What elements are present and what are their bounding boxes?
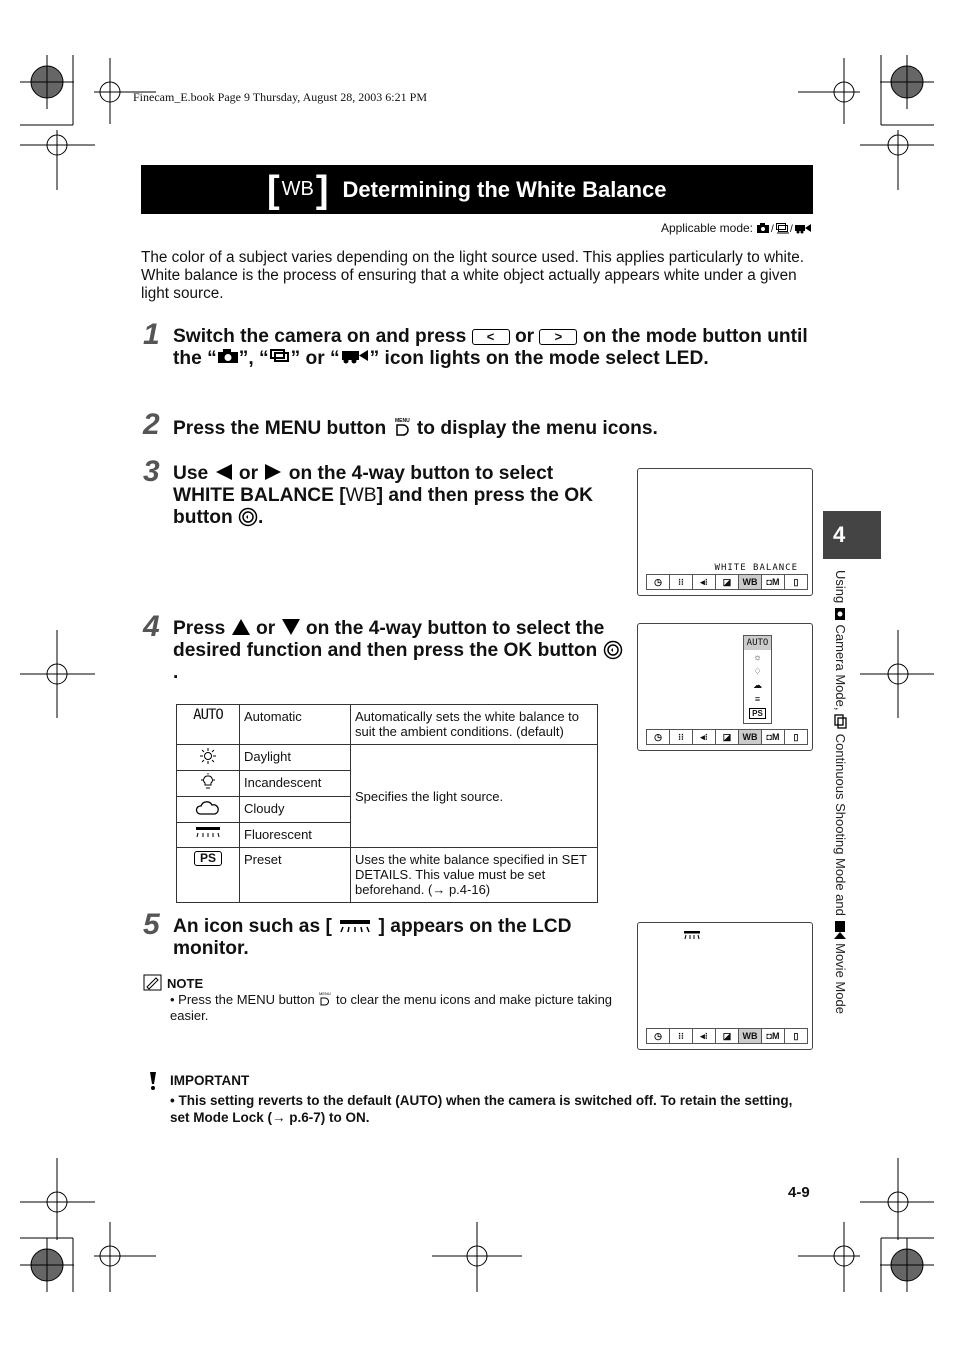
camera-icon bbox=[833, 607, 847, 621]
step-number: 5 bbox=[143, 908, 160, 941]
right-arrow-icon bbox=[263, 463, 283, 481]
movie-icon bbox=[833, 920, 847, 940]
preset-icon: PS bbox=[194, 851, 222, 866]
step-1: Switch the camera on and press < or > on the mode button until the “ ”, “ ” or “ ” icon lights on the mode select LED. bbox=[173, 326, 808, 369]
camera-icon bbox=[757, 223, 769, 233]
chapter-tab: 4 bbox=[823, 511, 881, 559]
section-title-bar: [ WB ] Determining the White Balance bbox=[141, 165, 813, 214]
fluorescent-icon bbox=[194, 825, 222, 839]
step-3: Use or on the 4-way button to select WHITE BALANCE [WB] and then press the OK button . bbox=[173, 463, 594, 528]
flash-icon: ◂⁝ bbox=[693, 575, 716, 589]
fluorescent-icon: ≡ bbox=[754, 694, 761, 704]
svg-text:/: / bbox=[790, 224, 793, 234]
exposure-icon: ◪ bbox=[716, 1029, 739, 1043]
print-header: Finecam_E.book Page 9 Thursday, August 28, 2003 6:21 PM bbox=[133, 90, 427, 104]
left-button-key: < bbox=[472, 329, 510, 345]
mode-lock-icon: ◘M bbox=[762, 730, 785, 744]
quality-icon: ⁝⁝ bbox=[670, 575, 693, 589]
movie-icon bbox=[795, 224, 811, 234]
wb-icon: WB bbox=[345, 485, 377, 506]
battery-icon: ▯ bbox=[793, 577, 799, 587]
white-balance-table bbox=[176, 704, 598, 903]
battery-icon: ▯ bbox=[793, 1031, 799, 1041]
battery-icon: ▯ bbox=[793, 732, 799, 742]
self-timer-icon: ◷ bbox=[647, 575, 670, 589]
self-timer-icon: ◷ bbox=[647, 730, 670, 744]
lcd-menu-label: WHITE BALANCE bbox=[714, 563, 798, 573]
fluorescent-icon bbox=[683, 930, 701, 940]
preset-icon: PS bbox=[744, 706, 771, 721]
page-number: 4-9 bbox=[788, 1184, 810, 1201]
lcd-screen-monitor bbox=[637, 922, 813, 1050]
step-number: 2 bbox=[143, 408, 160, 441]
step-number: 4 bbox=[143, 610, 160, 643]
flash-icon: ◂⁝ bbox=[693, 730, 716, 744]
cloudy-icon: ☁ bbox=[753, 680, 762, 690]
important-title: IMPORTANT bbox=[170, 1073, 250, 1088]
right-button-key: > bbox=[539, 329, 577, 345]
camera-icon bbox=[217, 348, 239, 364]
ok-button-icon bbox=[238, 507, 258, 527]
svg-text:MENU: MENU bbox=[394, 418, 410, 424]
note-icon bbox=[143, 974, 163, 992]
down-arrow-icon bbox=[281, 618, 301, 636]
self-timer-icon: ◷ bbox=[647, 1029, 670, 1043]
daylight-icon bbox=[198, 747, 218, 765]
wb-option-list bbox=[743, 635, 772, 724]
ok-button-icon bbox=[603, 640, 623, 660]
chapter-side-text: Using Camera Mode, Continuous Shooting Mode and Movie Mode bbox=[833, 570, 848, 1014]
note-body: • Press the MENU button MENU to clear the menu icons and make picture taking easier. bbox=[170, 991, 613, 1023]
wb-icon: WB bbox=[281, 178, 314, 200]
left-arrow-icon bbox=[214, 463, 234, 481]
table-row: AUTO Automatic Automatically sets the white balance to suit the ambient conditions. (default) bbox=[177, 705, 598, 745]
step-5: An icon such as [ ] appears on the LCD monitor. bbox=[173, 916, 572, 959]
page-title: Determining the White Balance bbox=[342, 176, 667, 202]
svg-text:/: / bbox=[771, 224, 774, 234]
lcd-menu-bar bbox=[646, 729, 808, 745]
table-row: Fluorescent bbox=[177, 823, 598, 848]
note-title: NOTE bbox=[167, 976, 204, 991]
continuous-shooting-icon bbox=[777, 224, 790, 234]
incandescent-icon bbox=[198, 773, 218, 791]
table-row: PS Preset Uses the white balance specified in SET DETAILS. This value must be set beforehand. (→ p.4-16) bbox=[177, 848, 598, 903]
quality-icon: ⁝⁝ bbox=[670, 730, 693, 744]
wb-icon: WB bbox=[739, 730, 762, 744]
movie-icon bbox=[340, 348, 370, 364]
mode-lock-icon: ◘M bbox=[762, 1029, 785, 1043]
exposure-icon: ◪ bbox=[716, 730, 739, 744]
up-arrow-icon bbox=[231, 618, 251, 636]
step-number: 3 bbox=[143, 455, 160, 488]
important-icon bbox=[146, 1070, 160, 1092]
lcd-menu-bar bbox=[646, 1028, 808, 1044]
lcd-menu-bar bbox=[646, 574, 808, 590]
important-body: • This setting reverts to the default (AUTO) when the camera is switched off. To retain the setting, set Mode Lock (→ p.6-7) to ON. bbox=[170, 1093, 793, 1125]
lcd-screen-menu bbox=[637, 468, 813, 596]
wb-icon: WB bbox=[739, 575, 762, 589]
step-2: Press the MENU button MENU to display the menu icons. bbox=[173, 418, 658, 439]
quality-icon: ⁝⁝ bbox=[670, 1029, 693, 1043]
table-row: Incandescent bbox=[177, 771, 598, 797]
wb-icon: WB bbox=[739, 1029, 762, 1043]
step-4: Press or on the 4-way button to select the desired function and then press the OK button . bbox=[173, 618, 623, 684]
mode-lock-icon: ◘M bbox=[762, 575, 785, 589]
wb-option-auto: AUTO bbox=[744, 636, 771, 650]
intro-paragraph: The color of a subject varies depending on the light source used. This applies particularly to white. White balance is the process of ensuring that a white object actually appears white under a given light source. bbox=[141, 249, 804, 302]
menu-button-icon bbox=[318, 991, 332, 1007]
step-number: 1 bbox=[143, 318, 160, 351]
exposure-icon: ◪ bbox=[716, 575, 739, 589]
mode-icons bbox=[756, 222, 812, 234]
table-row: Daylight Specifies the light source. bbox=[177, 745, 598, 771]
table-row: Cloudy bbox=[177, 797, 598, 823]
fluorescent-icon bbox=[337, 918, 373, 934]
lcd-screen-wb-list bbox=[637, 623, 813, 751]
applicable-mode: Applicable mode: / / bbox=[661, 221, 812, 235]
continuous-shooting-icon bbox=[833, 714, 847, 730]
cloudy-icon bbox=[195, 799, 221, 817]
incandescent-icon: ♢ bbox=[753, 666, 762, 676]
flash-icon: ◂⁝ bbox=[693, 1029, 716, 1043]
menu-button-icon bbox=[392, 416, 412, 438]
continuous-shooting-icon bbox=[269, 348, 291, 364]
auto-icon: AUTO bbox=[193, 707, 223, 723]
svg-text:MENU: MENU bbox=[319, 991, 332, 996]
daylight-icon: ☼ bbox=[753, 652, 762, 662]
